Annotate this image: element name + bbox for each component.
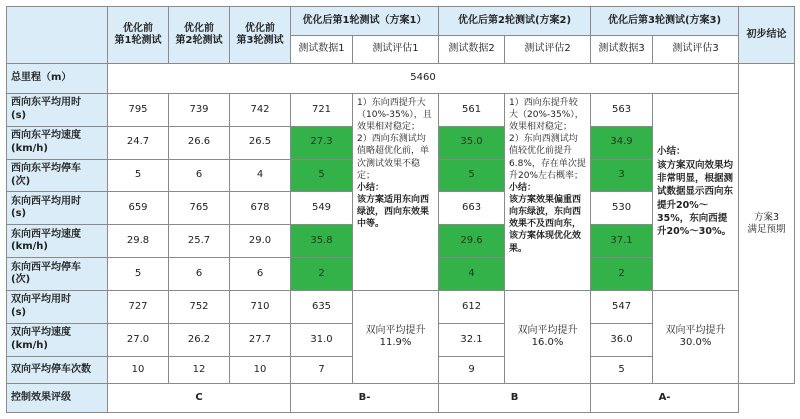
table-cell: 5 xyxy=(591,356,653,384)
table-cell: 678 xyxy=(230,192,291,225)
table-cell: 4 xyxy=(230,159,291,192)
table-cell-highlight: 35.8 xyxy=(291,225,353,258)
table-cell: 727 xyxy=(108,291,169,324)
table-cell-highlight: 4 xyxy=(439,258,505,291)
grade-plan2: B xyxy=(439,384,591,413)
eval2-point1: 1）西向东提升较大（20%-35%），效果相对稳定； xyxy=(509,97,584,133)
table-cell: 659 xyxy=(108,192,169,225)
table-cell: 721 xyxy=(291,93,353,126)
header-eval3: 测试评估3 xyxy=(653,35,739,64)
table-cell: 635 xyxy=(291,291,353,324)
grade-plan3: A- xyxy=(591,384,739,413)
table-cell: 710 xyxy=(230,291,291,324)
row-label-grade: 控制效果评级 xyxy=(7,384,108,413)
eval2-point2: 2）东向西测试均值较优化前提升6.8%，存在单次提升20%左右概率； xyxy=(509,134,586,181)
corner-cell xyxy=(7,7,108,64)
bi-eval1: 双向平均提升 11.9% xyxy=(353,291,439,384)
table-cell: 739 xyxy=(169,93,230,126)
eval3-summary: 该方案双向效果均非常明显，根据测试数据显示西向东提升20%～35%，东向西提升20%～30%。 xyxy=(657,159,734,238)
table-cell: 31.0 xyxy=(291,323,353,356)
grade-pre: C xyxy=(108,384,291,413)
table-cell: 24.7 xyxy=(108,126,169,159)
table-cell: 9 xyxy=(439,356,505,384)
table-cell-highlight: 2 xyxy=(591,258,653,291)
eval1-note xyxy=(353,93,439,290)
table-cell: 752 xyxy=(169,291,230,324)
header-plan2: 优化后第2轮测试(方案2) xyxy=(439,7,591,36)
table-cell: 26.2 xyxy=(169,323,230,356)
table-cell: 10 xyxy=(230,356,291,384)
table-cell: 7 xyxy=(291,356,353,384)
table-cell-highlight: 27.3 xyxy=(291,126,353,159)
row-label-we-speed: 西向东平均速度 (km/h) xyxy=(7,126,108,159)
conclusion-cell: 方案3 满足预期 xyxy=(739,64,795,384)
row-label-ew-speed: 东向西平均速度 (km/h) xyxy=(7,225,108,258)
row-label-we-time: 西向东平均用时 (s) xyxy=(7,93,108,126)
eval2-note xyxy=(505,93,591,290)
header-conclusion: 初步结论 xyxy=(739,7,795,64)
eval1-summary-head: 小结： xyxy=(357,182,385,193)
table-cell: 10 xyxy=(108,356,169,384)
table-cell: 5 xyxy=(108,159,169,192)
table-cell: 561 xyxy=(439,93,505,126)
header-data2: 测试数据2 xyxy=(439,35,505,64)
row-label-bi-time: 双向平均用时 (s) xyxy=(7,291,108,324)
table-cell: 25.7 xyxy=(169,225,230,258)
table-cell: 36.0 xyxy=(591,323,653,356)
eval2-summary: 该方案效果偏重西向东绿波，东向西效果不及西向东，该方案体现优化效果。 xyxy=(509,195,582,254)
table-cell-highlight: 5 xyxy=(291,159,353,192)
table-cell: 6 xyxy=(230,258,291,291)
table-cell: 6 xyxy=(169,258,230,291)
bi-eval2: 双向平均提升 16.0% xyxy=(505,291,591,384)
eval1-point2: 2）西向东测试均值略超优化前，单次测试效果不稳定； xyxy=(357,134,430,181)
row-label-bi-speed: 双向平均速度 (km/h) xyxy=(7,323,108,356)
eval3-note xyxy=(653,93,739,290)
row-label-ew-stops: 东向西平均停车 (次) xyxy=(7,258,108,291)
header-eval2: 测试评估2 xyxy=(505,35,591,64)
header-data3: 测试数据3 xyxy=(591,35,653,64)
table-cell: 12 xyxy=(169,356,230,384)
optimization-results-table xyxy=(6,6,795,413)
eval1-point1: 1）东向西提升大（10%-35%），且效果相对稳定； xyxy=(357,97,432,133)
eval1-summary: 该方案适用东向西绿波，西向东效果中等。 xyxy=(357,195,430,230)
table-cell: 765 xyxy=(169,192,230,225)
table-cell: 663 xyxy=(439,192,505,225)
header-round2: 优化前 第2轮测试 xyxy=(169,7,230,64)
table-cell-highlight: 3 xyxy=(591,159,653,192)
eval2-summary-head: 小结： xyxy=(509,182,537,193)
header-plan3: 优化后第3轮测试(方案3) xyxy=(591,7,739,36)
table-cell: 612 xyxy=(439,291,505,324)
row-label-bi-stops: 双向平均停车次数 xyxy=(7,356,108,384)
grade-plan1: B- xyxy=(291,384,439,413)
table-cell: 27.7 xyxy=(230,323,291,356)
table-cell: 563 xyxy=(591,93,653,126)
table-cell: 6 xyxy=(169,159,230,192)
row-label-ew-time: 东向西平均用时 (s) xyxy=(7,192,108,225)
table-cell: 795 xyxy=(108,93,169,126)
table-cell: 5 xyxy=(108,258,169,291)
row-label-we-stops: 西向东平均停车 (次) xyxy=(7,159,108,192)
table-cell: 29.8 xyxy=(108,225,169,258)
table-cell: 530 xyxy=(591,192,653,225)
table-cell: 549 xyxy=(291,192,353,225)
table-cell: 547 xyxy=(591,291,653,324)
table-cell-highlight: 35.0 xyxy=(439,126,505,159)
table-cell: 32.1 xyxy=(439,323,505,356)
table-cell: 29.0 xyxy=(230,225,291,258)
header-eval1: 测试评估1 xyxy=(353,35,439,64)
bi-eval3: 双向平均提升 30.0% xyxy=(653,291,739,384)
total-mileage-value: 5460 xyxy=(108,64,739,94)
header-round1: 优化前 第1轮测试 xyxy=(108,7,169,64)
header-data1: 测试数据1 xyxy=(291,35,353,64)
results-table-container xyxy=(6,6,794,413)
table-cell: 742 xyxy=(230,93,291,126)
header-round3: 优化前 第3轮测试 xyxy=(230,7,291,64)
table-cell-highlight: 29.6 xyxy=(439,225,505,258)
table-cell-highlight: 2 xyxy=(291,258,353,291)
eval3-summary-head: 小结： xyxy=(657,146,686,158)
row-label-total: 总里程（m） xyxy=(7,64,108,94)
table-cell: 26.5 xyxy=(230,126,291,159)
table-cell-highlight: 5 xyxy=(439,159,505,192)
table-cell-highlight: 37.1 xyxy=(591,225,653,258)
table-cell-highlight: 34.9 xyxy=(591,126,653,159)
header-plan1: 优化后第1轮测试（方案1） xyxy=(291,7,439,36)
table-cell: 26.6 xyxy=(169,126,230,159)
table-cell: 27.0 xyxy=(108,323,169,356)
